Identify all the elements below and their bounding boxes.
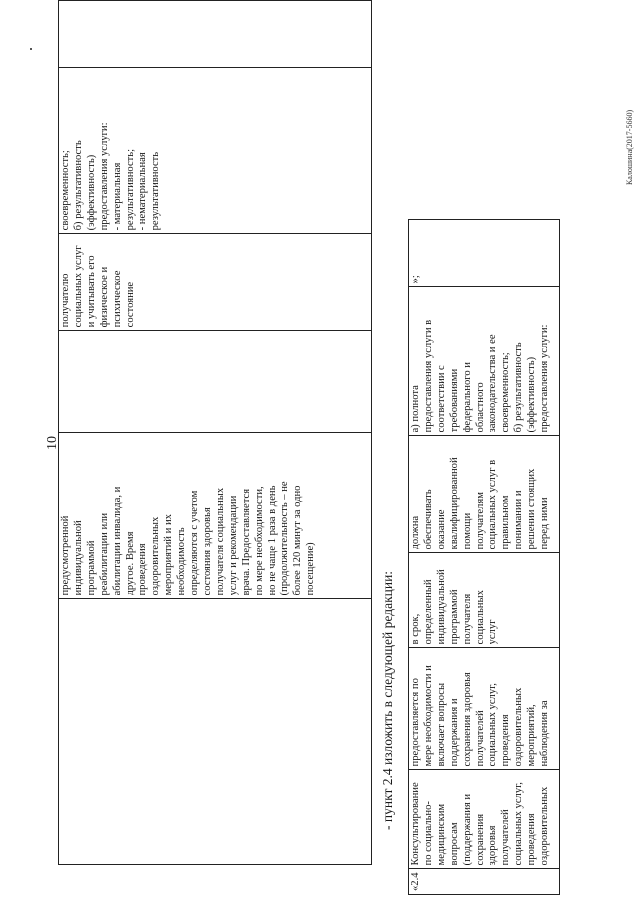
service-name-text xyxy=(410,773,552,865)
cell-line: услуг xyxy=(487,619,499,645)
cell-line: - материальная xyxy=(111,162,123,231)
cell-line: федерального и xyxy=(461,362,473,433)
cell-line: соответствии с xyxy=(435,365,447,433)
service-description-cell xyxy=(59,432,372,599)
cell-line: посещение) xyxy=(305,542,317,596)
cell-line: более 120 минут за одно xyxy=(292,485,304,596)
service-quality-cell xyxy=(59,234,372,331)
cell-line: здоровья xyxy=(487,825,499,866)
cell-line: законодательства и ее xyxy=(487,334,499,433)
continued-services-table xyxy=(58,0,372,865)
cell-line: (эффективность) xyxy=(526,356,538,433)
cell-line: мероприятий и их xyxy=(163,514,175,596)
service-notes-cell xyxy=(409,220,560,287)
cell-line: программой xyxy=(448,589,460,645)
amendment-instruction: - пункт 2.4 изложить в следующей редакции: xyxy=(380,570,395,830)
cell-line: социальных xyxy=(474,590,486,645)
cell-line: получателя социальных xyxy=(214,487,226,596)
service-evaluation-cell xyxy=(409,287,560,436)
cell-line: определяются с учетом xyxy=(189,490,201,596)
cell-line: сохранения здоровья xyxy=(461,672,473,767)
cell-line: должна xyxy=(410,515,421,550)
service-quality-text xyxy=(60,237,137,327)
cell-line: социальных услуг, xyxy=(487,683,499,767)
cell-line: получателя xyxy=(461,593,473,645)
service-term-cell xyxy=(59,331,372,432)
cell-line: состояние xyxy=(124,281,136,328)
cell-line: мере необходимости и xyxy=(422,665,434,767)
closing-quote: »; xyxy=(410,275,421,284)
cell-line: (продолжительность – не xyxy=(279,481,291,596)
cell-line: физическое и xyxy=(98,266,110,328)
service-name-cell xyxy=(59,599,372,865)
table-row xyxy=(59,1,372,865)
cell-line: Консультирование xyxy=(410,782,421,866)
cell-line: предоставления услуги: xyxy=(539,324,551,433)
cell-line: предусмотренной xyxy=(60,515,71,596)
cell-line: медицинским xyxy=(435,803,447,866)
cell-line: оказание xyxy=(435,509,447,550)
cell-line: состояния здоровья xyxy=(201,507,213,596)
cell-line: понимании и xyxy=(513,490,525,550)
cell-line: своевременность; xyxy=(500,352,512,433)
cell-line: другое. Время xyxy=(124,531,136,596)
service-description-text xyxy=(410,651,552,766)
cell-line: оздоровительных xyxy=(150,516,162,596)
service-name-cell xyxy=(409,770,560,869)
cell-line: своевременность; xyxy=(60,150,71,231)
cell-line: психическое xyxy=(111,270,123,328)
cell-line: (эффективность) xyxy=(85,154,97,231)
service-quality-cell xyxy=(409,436,560,553)
cell-line: правильном xyxy=(500,495,512,550)
cell-line: получателей xyxy=(500,809,512,866)
cell-line: наблюдения за xyxy=(539,700,551,767)
cell-line: б) результативность xyxy=(72,140,84,231)
cell-line: оздоровительных xyxy=(539,786,551,866)
cell-line: оздоровительных xyxy=(513,687,525,767)
service-quality-text xyxy=(410,439,552,549)
cell-line: в срок, xyxy=(410,613,421,645)
table-row xyxy=(409,220,560,895)
item-number: «2.4 xyxy=(410,872,421,891)
service-description-text xyxy=(60,436,318,596)
service-evaluation-text xyxy=(410,290,552,432)
cell-line: абилитации инвалида, и xyxy=(111,486,123,596)
cell-line: индивидуальной xyxy=(72,520,84,596)
cell-line: получателей xyxy=(474,710,486,767)
cell-line: но не чаще 1 раза в день xyxy=(266,485,278,596)
cell-line: решении стоящих xyxy=(526,468,538,550)
cell-line: индивидуальной xyxy=(435,569,447,645)
cell-line: услуг и рекомендации xyxy=(227,495,239,596)
cell-line: получателю xyxy=(60,273,71,328)
cell-line: мероприятий, xyxy=(526,704,538,767)
page-number: 10 xyxy=(45,436,60,450)
cell-line: по мере необходимости, xyxy=(253,486,265,596)
cell-line: требованиями xyxy=(448,368,460,433)
cell-line: квалифицированной xyxy=(448,457,460,550)
cell-line: проведения xyxy=(137,543,149,596)
cell-line: - нематериальная xyxy=(137,152,149,231)
scan-speck xyxy=(30,48,32,50)
cell-line: врача. Предоставляется xyxy=(240,488,252,596)
cell-line: и учитывать его xyxy=(85,255,97,328)
cell-line: программой xyxy=(85,540,97,596)
cell-line: перед ними xyxy=(539,497,551,550)
cell-line: проведения xyxy=(500,714,512,767)
cell-line: предоставления услуги: xyxy=(98,122,110,231)
cell-line: результативность; xyxy=(124,148,136,231)
cell-line: социальных услуг, xyxy=(513,782,525,866)
cell-line: проведения xyxy=(526,813,538,866)
service-evaluation-text xyxy=(60,71,163,231)
cell-line: получателям xyxy=(474,492,486,550)
cell-line: а) полнота xyxy=(410,385,421,433)
cell-line: социальных услуг в xyxy=(487,459,499,550)
cell-line: б) результативность xyxy=(513,342,525,433)
cell-line: поддержания и xyxy=(448,698,460,767)
item-2-4-table xyxy=(408,219,560,895)
service-term-text xyxy=(410,556,500,644)
cell-line: реабилитации или xyxy=(98,512,110,596)
cell-line: обеспечивать xyxy=(422,489,434,550)
service-description-cell xyxy=(409,648,560,770)
cell-line: (поддержания и xyxy=(461,793,473,866)
cell-line: областного xyxy=(474,382,486,433)
item-number-cell xyxy=(409,869,560,895)
cell-line: предоставления услуги в xyxy=(422,319,434,433)
cell-line: по социально- xyxy=(422,801,434,866)
cell-line: определенный xyxy=(422,579,434,645)
cell-line: социальных услуг xyxy=(72,245,84,328)
document-footer-id: Калошина(2017-5660) xyxy=(625,109,634,185)
cell-line: предоставляется по xyxy=(410,678,421,767)
cell-line: результативность xyxy=(150,151,162,231)
service-term-cell xyxy=(409,553,560,648)
cell-line: вопросам xyxy=(448,822,460,866)
cell-line: сохранения xyxy=(474,813,486,866)
cell-line: помощи xyxy=(461,512,473,550)
service-evaluation-cell xyxy=(59,67,372,234)
cell-line: включает вопросы xyxy=(435,682,447,767)
service-notes-cell xyxy=(59,1,372,68)
cell-line: необходимость xyxy=(176,527,188,596)
